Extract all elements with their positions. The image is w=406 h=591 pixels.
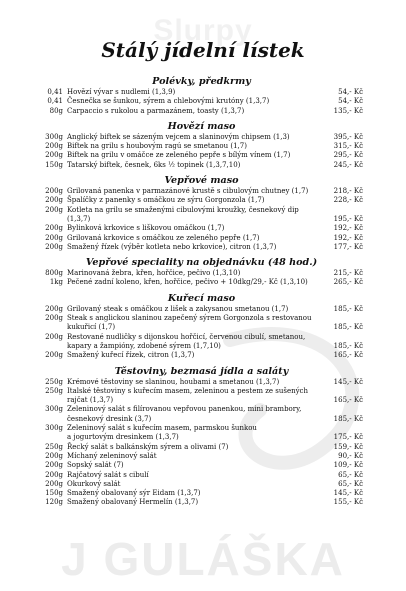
item-description: Špalíčky z panenky s omáčkou ze sýru Gorgonzola (1,7) [67, 196, 265, 205]
item-description: rajčat (1,3,7) [67, 396, 114, 405]
menu-item [40, 480, 363, 489]
item-price: 245,- Kč [333, 160, 363, 169]
item-description: Rajčatový salát s cibulí [67, 470, 149, 479]
item-quantity: 250g [45, 442, 63, 451]
item-description: Italské těstoviny s kuřecím masem, zeleninou a pestem ze sušených [67, 386, 308, 395]
section-heading: Hovězí maso [167, 120, 236, 132]
item-price: 185,- Kč [333, 304, 363, 313]
menu-item [40, 333, 363, 342]
item-quantity: 200g [45, 196, 63, 205]
item-quantity: 200g [45, 151, 63, 160]
item-quantity: 150g [45, 489, 63, 498]
item-quantity: 80g [49, 106, 63, 115]
item-quantity: 200g [45, 304, 63, 313]
watermark-bottom: J GULÁŠKA [61, 533, 345, 585]
item-quantity: 120g [45, 498, 63, 507]
menu-item [40, 234, 363, 243]
item-description: Smažený obalovaný Hermelín (1,3,7) [67, 498, 199, 507]
item-price: 177,- Kč [333, 242, 363, 251]
item-description: Pečené zadní koleno, křen, hořčice, pečivo + 10dkg/29,- Kč (1,3,10) [67, 278, 308, 287]
item-quantity: 300g [45, 424, 63, 433]
menu-item [40, 151, 363, 160]
menu-title: Stálý jídelní lístek [101, 38, 305, 62]
menu-item [40, 206, 363, 215]
item-description: Biftek na grilu s houbovým ragú se smetanou (1,7) [67, 142, 247, 151]
section-heading: Vepřové speciality na objednávku (48 hod.) [85, 257, 318, 269]
item-description: Bylinková krkovice s liškovou omáčkou (1,7) [67, 224, 225, 233]
menu-item [40, 471, 363, 480]
menu-item [40, 314, 363, 323]
section-heading: Kuřecí maso [167, 292, 236, 304]
menu-item [40, 461, 363, 470]
item-description: Sopský salát (7) [67, 461, 124, 470]
item-price: 90,- Kč [338, 451, 363, 460]
item-quantity: 200g [45, 233, 63, 242]
menu-item [40, 187, 363, 196]
menu-item [40, 424, 363, 433]
section-heading: Polévky, předkrmy [152, 76, 251, 87]
item-quantity: 200g [45, 461, 63, 470]
menu-item [40, 405, 363, 414]
item-quantity: 200g [45, 314, 63, 323]
item-quantity: 0,41 [47, 97, 63, 106]
menu-item [40, 107, 363, 116]
item-price: 192,- Kč [333, 224, 363, 233]
item-description: Grilovaná krkovice s omáčkou ze zeleného pepře (1,7) [67, 233, 260, 242]
item-price: 195,- Kč [333, 214, 363, 223]
item-quantity: 200g [45, 187, 63, 196]
menu-item [40, 142, 363, 151]
watermark-top: Slurpy [153, 14, 253, 47]
item-quantity: 1kg [49, 278, 63, 287]
item-description: Zeleninový salát s filírovanou vepřovou panenkou, mini brambory, [67, 405, 302, 414]
item-description: Marinovaná žebra, křen, hořčice, pečivo (1,3,10) [67, 269, 241, 278]
menu-item [40, 351, 363, 360]
menu-item [40, 452, 363, 461]
item-quantity: 200g [45, 224, 63, 233]
item-quantity: 200g [45, 351, 63, 360]
item-quantity: 250g [45, 386, 63, 395]
menu-item [40, 161, 363, 170]
item-description: Grilovaný steak s omáčkou z lišek a zakysanou smetanou (1,7) [67, 304, 289, 313]
menu-item [40, 323, 363, 332]
item-price: 145,- Kč [333, 489, 363, 498]
menu-item [40, 88, 363, 97]
menu-item [40, 278, 363, 287]
item-description: Smažený kuřecí řízek, citron (1,3,7) [67, 351, 195, 360]
item-price: 228,- Kč [333, 196, 363, 205]
menu-item [40, 433, 363, 442]
menu-item [40, 387, 363, 396]
item-price: 165,- Kč [333, 396, 363, 405]
item-price: 165,- Kč [333, 351, 363, 360]
menu-item [40, 97, 363, 106]
item-description: Hovězí vývar s nudlemi (1,3,9) [67, 88, 176, 96]
item-price: 192,- Kč [333, 233, 363, 242]
item-price: 215,- Kč [333, 269, 363, 278]
item-price: 185,- Kč [333, 323, 363, 332]
item-price: 295,- Kč [333, 151, 363, 160]
menu-item [40, 269, 363, 278]
item-price: 54,- Kč [338, 97, 363, 106]
item-quantity: 200g [45, 479, 63, 488]
item-description: Česnečka se šunkou, sýrem a chlebovými krutóny (1,3,7) [67, 97, 270, 106]
item-quantity: 800g [45, 269, 63, 278]
item-quantity: 200g [45, 142, 63, 151]
item-description: (1,3,7) [67, 214, 91, 223]
item-description: česnekový dresink (3,7) [67, 414, 152, 423]
menu-item [40, 196, 363, 205]
menu-item [40, 443, 363, 452]
item-price: 109,- Kč [333, 461, 363, 470]
item-price: 265,- Kč [333, 278, 363, 287]
item-quantity: 0,41 [47, 88, 63, 96]
item-description: kukuřicí (1,7) [67, 323, 116, 332]
item-price: 54,- Kč [338, 88, 363, 96]
menu-item [40, 215, 363, 224]
item-quantity: 200g [45, 205, 63, 214]
item-description: Kotleta na grilu se smaženými cibulovými kroužky, česnekový dip [67, 205, 299, 214]
item-description: Řecký salát s balkánským sýrem a olivami (7) [67, 442, 229, 451]
menu-list [40, 76, 363, 508]
item-description: Zeleninový salát s kuřecím masem, parmskou šunkou [67, 424, 257, 433]
item-price: 159,- Kč [333, 442, 363, 451]
item-price: 175,- Kč [333, 433, 363, 442]
item-quantity: 250g [45, 377, 63, 386]
menu-item [40, 133, 363, 142]
item-price: 218,- Kč [333, 187, 363, 196]
item-price: 315,- Kč [333, 142, 363, 151]
item-quantity: 300g [45, 132, 63, 141]
item-price: 145,- Kč [333, 377, 363, 386]
item-quantity: 200g [45, 332, 63, 341]
item-description: Steak s anglickou slaninou zapečený sýrem Gorgonzola s restovanou [67, 314, 312, 323]
item-price: 185,- Kč [333, 341, 363, 350]
item-quantity: 300g [45, 405, 63, 414]
item-description: Smažený obalovaný sýr Eidam (1,3,7) [67, 489, 201, 498]
menu-item [40, 305, 363, 314]
item-price: 155,- Kč [333, 498, 363, 507]
item-description: Okurkový salát [67, 479, 121, 488]
item-description: Míchaný zeleninový salát [67, 451, 157, 460]
item-description: Krémové těstoviny se slaninou, houbami a smetanou (1,3,7) [67, 377, 280, 386]
item-quantity: 150g [45, 160, 63, 169]
item-description: Tatarský biftek, česnek, 6ks ½ topinek (1,3,7,10) [67, 160, 241, 169]
item-quantity: 200g [45, 470, 63, 479]
item-description: Anglický biftek se sázeným vejcem a slaninovým chipsem (1,3) [67, 132, 290, 141]
menu-item [40, 396, 363, 405]
section-heading: Těstoviny, bezmasá jídla a saláty [114, 365, 289, 377]
item-price: 135,- Kč [333, 106, 363, 115]
menu-item [40, 489, 363, 498]
item-price: 65,- Kč [338, 479, 363, 488]
menu-item [40, 415, 363, 424]
item-description: Grilovaná panenka v parmazánové krustě s cibulovým chutney (1,7) [67, 187, 309, 196]
section-heading: Vepřové maso [164, 175, 239, 187]
menu-item [40, 342, 363, 351]
menu-item [40, 224, 363, 233]
item-description: kapary a žampióny, zdobené sýrem (1,7,10) [67, 341, 221, 350]
item-description: Smažený řízek (výběr kotleta nebo krkovice), citron (1,3,7) [67, 242, 277, 251]
item-description: a jogurtovým dresinkem (1,3,7) [67, 433, 179, 442]
item-quantity: 200g [45, 242, 63, 251]
menu-item [40, 498, 363, 507]
item-description: Carpaccio s rukolou a parmazánem, toasty (1,3,7) [67, 106, 245, 115]
menu-item [40, 378, 363, 387]
menu-item [40, 243, 363, 252]
item-price: 65,- Kč [338, 470, 363, 479]
item-price: 185,- Kč [333, 414, 363, 423]
item-description: Biftek na grilu v omáčce ze zeleného pepře s bílým vínem (1,7) [67, 151, 291, 160]
item-description: Restované nudličky s dijonskou hořčicí, červenou cibulí, smetanou, [67, 332, 306, 341]
item-price: 395,- Kč [333, 132, 363, 141]
item-quantity: 200g [45, 451, 63, 460]
